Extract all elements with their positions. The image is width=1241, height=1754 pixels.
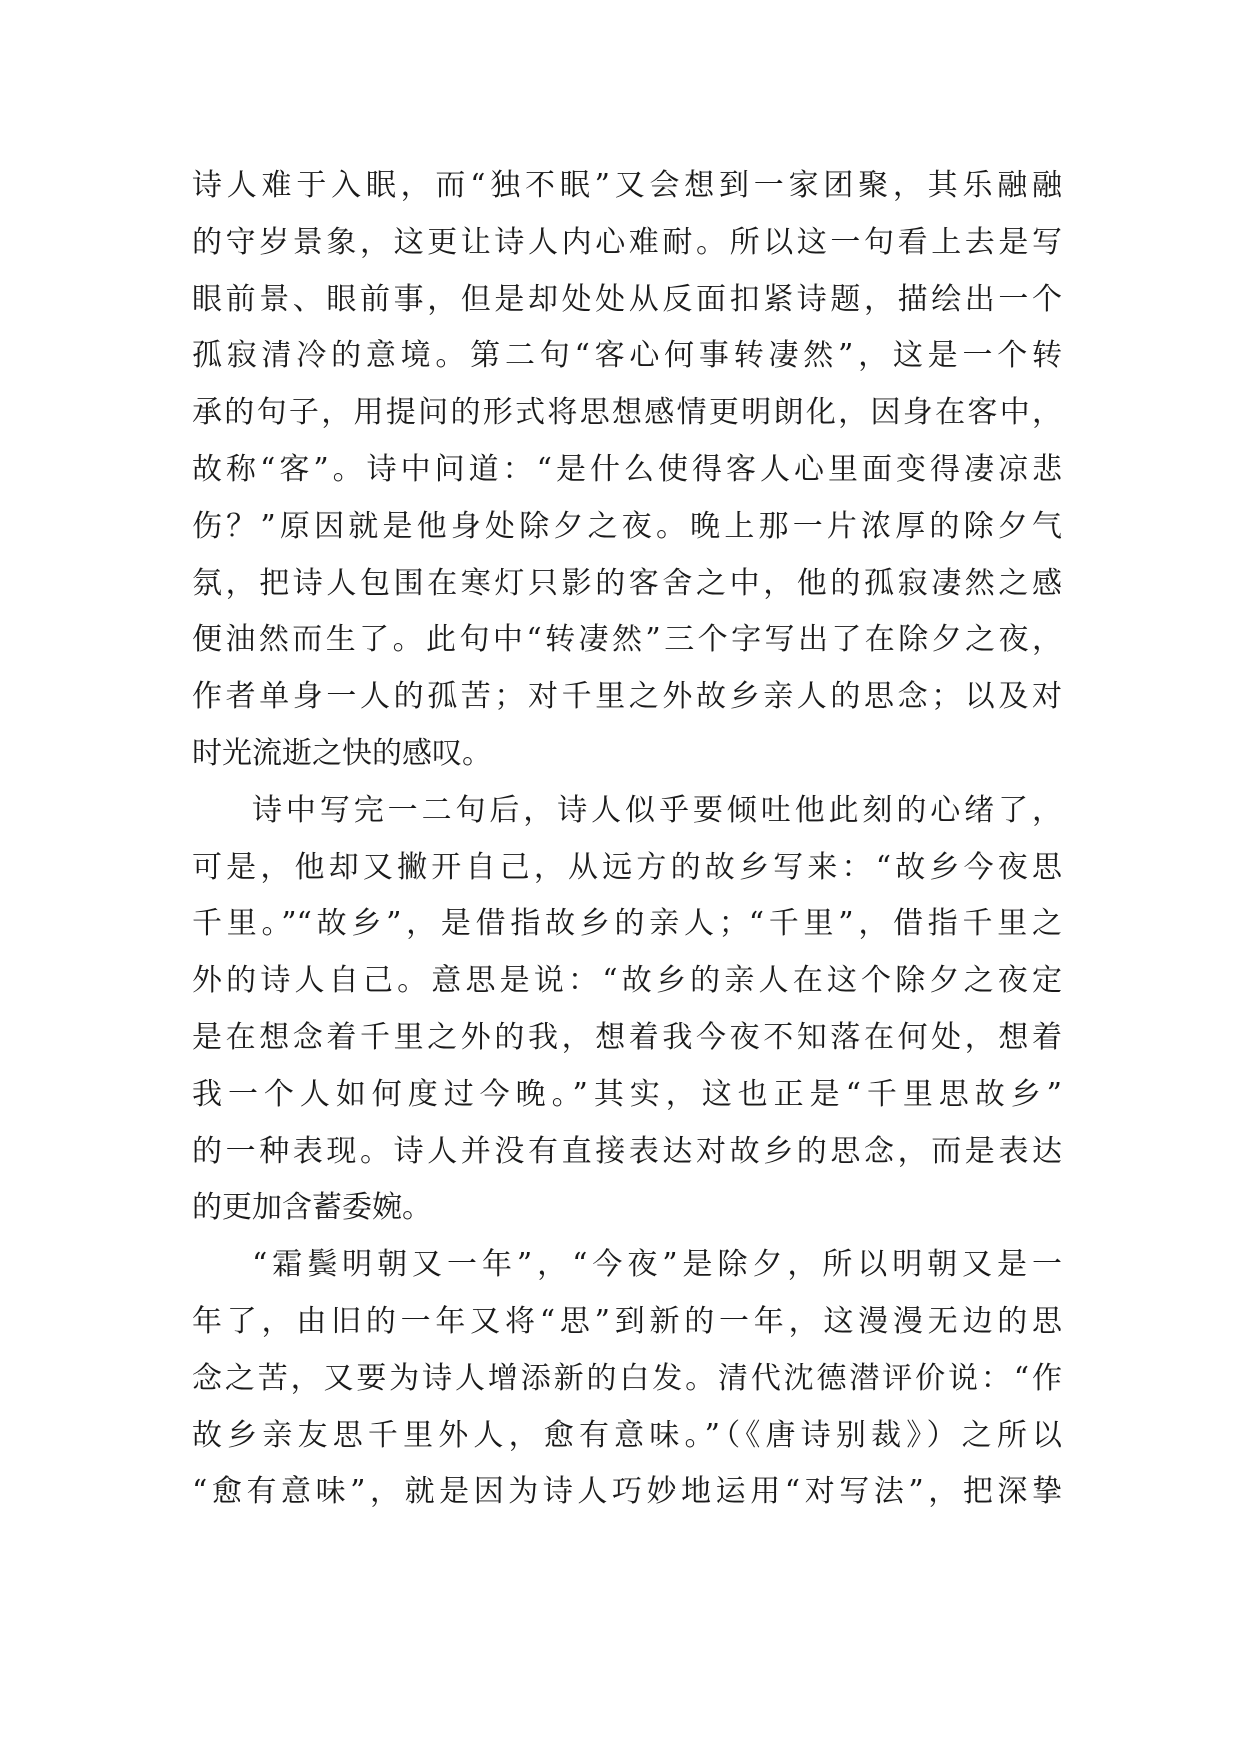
text-line: 是在想念着千里之外的我，想着我今夜不知落在何处，想着 (192, 1019, 1062, 1055)
text-line: 故乡亲友思千里外人，愈有意味。”（《唐诗别裁》）之所以 (192, 1417, 1062, 1453)
text-line: 的守岁景象，这更让诗人内心难耐。所以这一句看上去是写 (192, 224, 1062, 260)
text-line: 氛，把诗人包围在寒灯只影的客舍之中，他的孤寂凄然之感 (192, 565, 1062, 601)
text-line: 可是，他却又撇开自己，从远方的故乡写来：“故乡今夜思 (192, 849, 1062, 885)
text-line: 诗中写完一二句后，诗人似乎要倾吐他此刻的心绪了， (252, 792, 1062, 828)
text-line: 念之苦，又要为诗人增添新的白发。清代沈德潜评价说：“作 (192, 1360, 1062, 1396)
text-line: 故称“客”。诗中问道：“是什么使得客人心里面变得凄凉悲 (192, 451, 1062, 487)
document-body (192, 158, 1062, 1521)
text-line: 我一个人如何度过今晚。”其实，这也正是“千里思故乡” (192, 1076, 1062, 1112)
text-line: 孤寂清冷的意境。第二句“客心何事转凄然”，这是一个转 (192, 338, 1062, 374)
paragraph (192, 783, 1062, 1237)
text-line: 的一种表现。诗人并没有直接表达对故乡的思念，而是表达 (192, 1133, 1062, 1169)
text-line: 承的句子，用提问的形式将思想感情更明朗化，因身在客中， (192, 395, 1062, 431)
text-line: “霜鬓明朝又一年”，“今夜”是除夕，所以明朝又是一 (252, 1247, 1062, 1283)
text-line: 的更加含蓄委婉。 (192, 1190, 432, 1226)
paragraph (192, 1237, 1062, 1521)
text-line: 便油然而生了。此句中“转凄然”三个字写出了在除夕之夜， (192, 622, 1062, 658)
text-line: 年了，由旧的一年又将“思”到新的一年，这漫漫无边的思 (192, 1303, 1062, 1339)
text-line: 眼前景、眼前事，但是却处处从反面扣紧诗题，描绘出一个 (192, 281, 1062, 317)
text-line: 诗人难于入眠，而“独不眠”又会想到一家团聚，其乐融融 (192, 168, 1062, 203)
text-line: 作者单身一人的孤苦；对千里之外故乡亲人的思念；以及对 (192, 679, 1062, 715)
text-line: 时光流逝之快的感叹。 (192, 735, 492, 771)
text-line: 伤？”原因就是他身处除夕之夜。晚上那一片浓厚的除夕气 (192, 508, 1062, 544)
text-line: 外的诗人自己。意思是说：“故乡的亲人在这个除夕之夜定 (192, 963, 1062, 999)
text-line: “愈有意味”，就是因为诗人巧妙地运用“对写法”，把深挚 (192, 1474, 1062, 1510)
text-line: 千里。”“故乡”，是借指故乡的亲人；“千里”，借指千里之 (192, 906, 1062, 942)
paragraph (192, 158, 1062, 783)
